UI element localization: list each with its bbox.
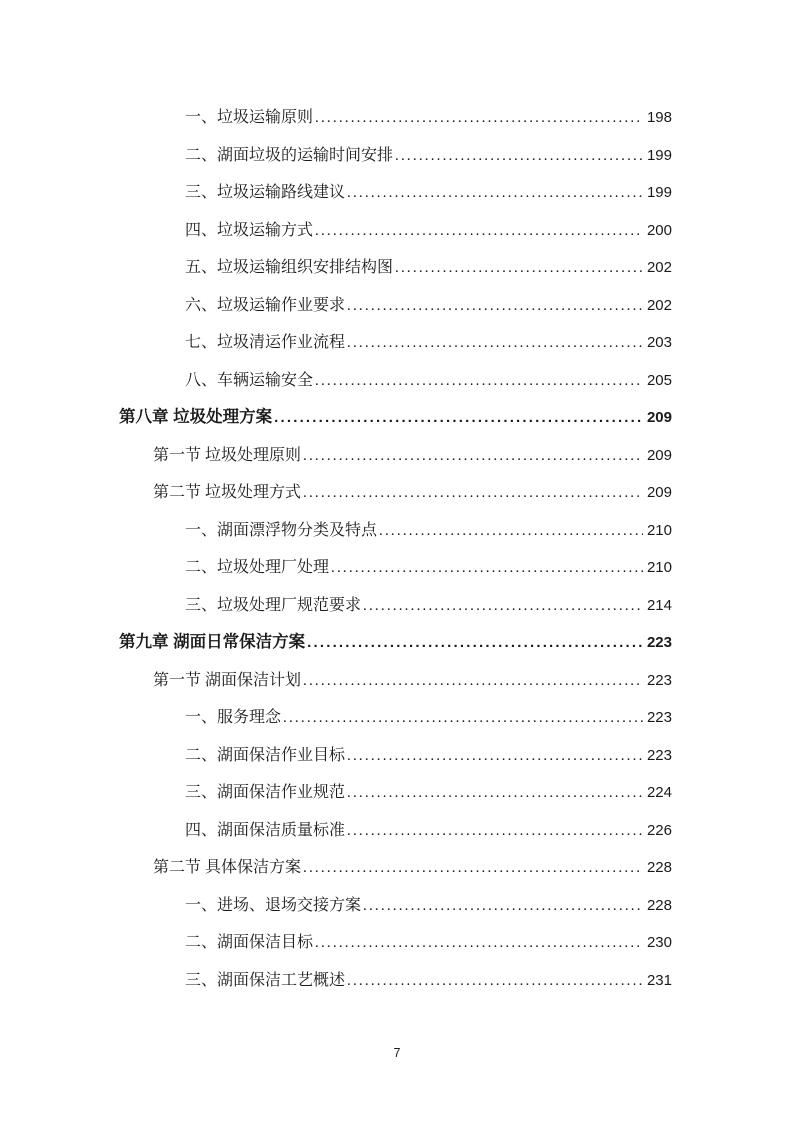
- toc-entry-label: 第八章 垃圾处理方案: [119, 408, 273, 426]
- toc-entry-page-number: 209: [646, 446, 672, 464]
- table-of-contents: [119, 99, 672, 999]
- toc-leader-dots: [347, 962, 643, 1001]
- toc-entry[interactable]: [119, 137, 672, 175]
- toc-entry[interactable]: [119, 774, 672, 812]
- toc-entry-page-number: 209: [646, 409, 672, 426]
- toc-entry-page-number: 223: [646, 634, 672, 651]
- toc-entry-page-number: 210: [646, 521, 672, 539]
- toc-entry-page-number: 223: [646, 746, 672, 764]
- toc-entry-page-number: 230: [646, 934, 672, 951]
- toc-entry-label: 一、服务理念: [185, 709, 282, 726]
- toc-leader-dots: [303, 474, 643, 513]
- toc-leader-dots: [307, 624, 643, 662]
- toc-entry-label: 二、湖面保洁作业目标: [185, 746, 346, 764]
- toc-leader-dots: [347, 737, 643, 776]
- toc-leader-dots: [315, 362, 643, 401]
- toc-entry[interactable]: [119, 174, 672, 212]
- toc-leader-dots: [347, 774, 643, 813]
- toc-leader-dots: [315, 212, 643, 251]
- toc-entry[interactable]: [119, 249, 672, 287]
- toc-entry-page-number: 205: [646, 371, 672, 389]
- toc-entry[interactable]: [119, 662, 672, 700]
- toc-entry[interactable]: [119, 362, 672, 400]
- toc-leader-dots: [347, 287, 643, 326]
- toc-entry[interactable]: [119, 587, 672, 625]
- toc-entry[interactable]: [119, 437, 672, 475]
- toc-entry-label: 二、湖面保洁目标: [185, 934, 314, 951]
- folio-page-number: 7: [393, 1046, 401, 1060]
- toc-entry-page-number: 214: [646, 596, 672, 614]
- toc-entry-page-number: 223: [646, 709, 672, 726]
- toc-entry[interactable]: [119, 924, 672, 962]
- toc-leader-dots: [347, 812, 643, 851]
- toc-entry[interactable]: [119, 887, 672, 925]
- toc-entry-label: 四、垃圾运输方式: [185, 221, 314, 239]
- toc-entry-page-number: 209: [646, 484, 672, 501]
- toc-entry-page-number: 224: [646, 784, 672, 801]
- toc-entry[interactable]: [119, 699, 672, 737]
- toc-entry[interactable]: [119, 212, 672, 250]
- toc-entry-page-number: 202: [646, 296, 672, 314]
- toc-entry[interactable]: [119, 399, 672, 437]
- toc-entry[interactable]: [119, 287, 672, 325]
- toc-entry-label: 一、进场、退场交接方案: [185, 896, 362, 914]
- toc-entry-page-number: 210: [646, 559, 672, 576]
- toc-leader-dots: [283, 699, 643, 738]
- toc-entry-label: 二、湖面垃圾的运输时间安排: [185, 146, 394, 164]
- toc-entry-label: 二、垃圾处理厂处理: [185, 559, 330, 576]
- toc-entry[interactable]: [119, 474, 672, 512]
- toc-entry-label: 四、湖面保洁质量标准: [185, 821, 346, 839]
- toc-entry-page-number: 223: [646, 671, 672, 689]
- toc-entry-page-number: 228: [646, 859, 672, 876]
- toc-entry-label: 八、车辆运输安全: [185, 371, 314, 389]
- toc-entry-label: 第一节 垃圾处理原则: [153, 446, 302, 464]
- toc-entry-page-number: 231: [646, 971, 672, 989]
- toc-entry-page-number: 198: [646, 109, 672, 126]
- toc-entry-label: 三、垃圾运输路线建议: [185, 184, 346, 201]
- toc-entry-page-number: 228: [646, 896, 672, 914]
- toc-leader-dots: [363, 887, 643, 926]
- toc-entry-page-number: 202: [646, 259, 672, 276]
- toc-entry[interactable]: [119, 737, 672, 775]
- toc-leader-dots: [315, 99, 643, 138]
- toc-entry-label: 三、湖面保洁作业规范: [185, 784, 346, 801]
- toc-entry-label: 三、垃圾处理厂规范要求: [185, 596, 362, 614]
- toc-entry[interactable]: [119, 962, 672, 1000]
- toc-entry-page-number: 200: [646, 221, 672, 239]
- toc-entry-page-number: 199: [646, 184, 672, 201]
- toc-leader-dots: [303, 662, 643, 701]
- toc-entry-label: 第一节 湖面保洁计划: [153, 671, 302, 689]
- toc-leader-dots: [347, 174, 643, 213]
- toc-leader-dots: [395, 249, 643, 288]
- toc-entry-label: 五、垃圾运输组织安排结构图: [185, 259, 394, 276]
- toc-entry[interactable]: [119, 549, 672, 587]
- toc-entry-label: 一、湖面漂浮物分类及特点: [185, 521, 378, 539]
- toc-leader-dots: [303, 849, 643, 888]
- toc-entry[interactable]: [119, 624, 672, 662]
- toc-entry-label: 第二节 垃圾处理方式: [153, 484, 302, 501]
- toc-entry-label: 第二节 具体保洁方案: [153, 859, 302, 876]
- toc-leader-dots: [395, 137, 643, 176]
- toc-entry-label: 一、垃圾运输原则: [185, 109, 314, 126]
- toc-leader-dots: [347, 324, 643, 363]
- toc-entry-page-number: 226: [646, 821, 672, 839]
- toc-entry[interactable]: [119, 512, 672, 550]
- toc-entry-page-number: 199: [646, 146, 672, 164]
- toc-leader-dots: [331, 549, 643, 588]
- toc-entry-label: 三、湖面保洁工艺概述: [185, 971, 346, 989]
- toc-entry-page-number: 203: [646, 334, 672, 351]
- toc-entry[interactable]: [119, 849, 672, 887]
- toc-leader-dots: [363, 587, 643, 626]
- toc-leader-dots: [274, 399, 643, 437]
- toc-entry-label: 第九章 湖面日常保洁方案: [119, 633, 306, 651]
- toc-leader-dots: [303, 437, 643, 476]
- toc-entry-label: 六、垃圾运输作业要求: [185, 296, 346, 314]
- toc-entry[interactable]: [119, 812, 672, 850]
- toc-leader-dots: [315, 924, 643, 963]
- toc-entry[interactable]: [119, 324, 672, 362]
- toc-entry-label: 七、垃圾清运作业流程: [185, 334, 346, 351]
- toc-leader-dots: [379, 512, 643, 551]
- toc-entry[interactable]: [119, 99, 672, 137]
